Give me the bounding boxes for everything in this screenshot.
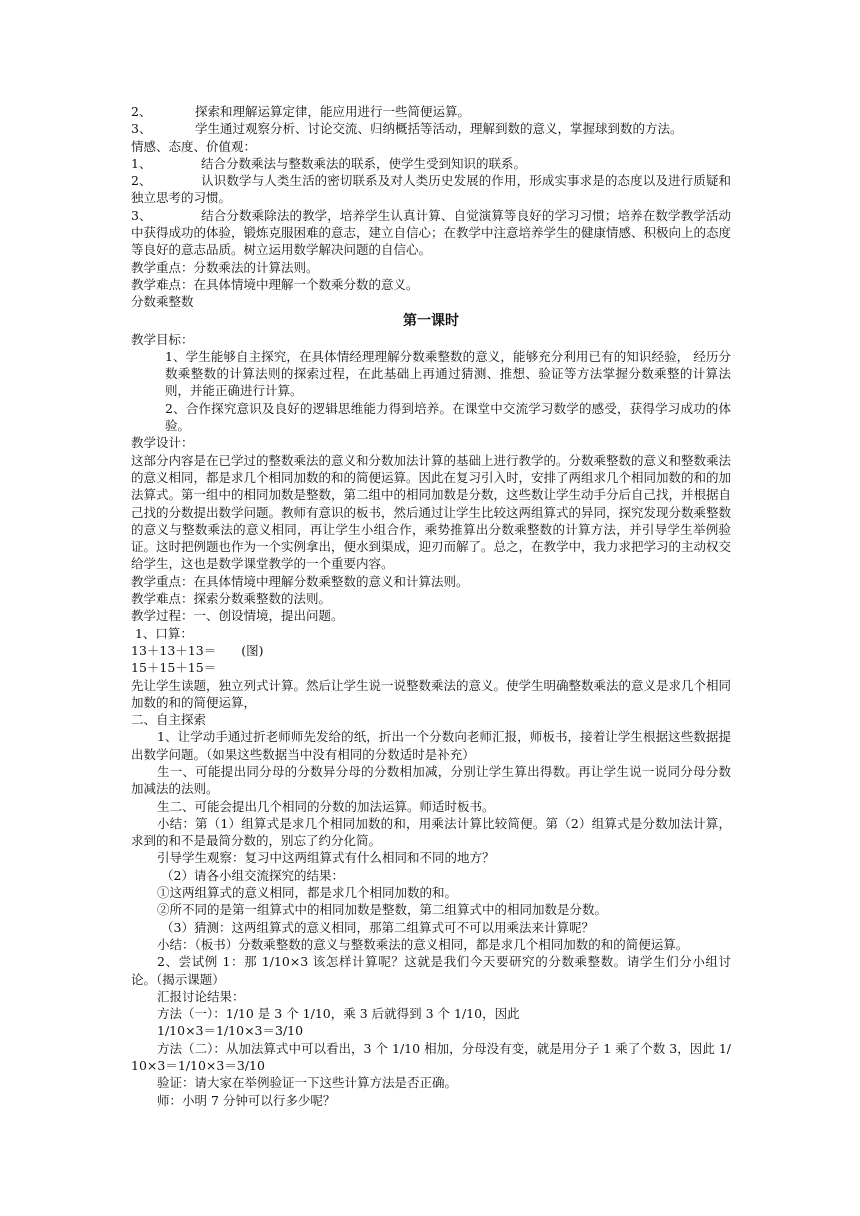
guide-paragraph: 引导学生观察：复习中这两组算式有什么相同和不同的地方？ (157, 850, 495, 866)
list-text: 学生通过观察分析、讨论交流、归纳概括等活动，理解到数的意义，掌握球到数的方法。 (195, 121, 683, 137)
list-number: 2、 (131, 104, 152, 119)
list-number: 3、 (131, 121, 152, 137)
list-text: 认识数学与人类生活的密切联系及对人类历史发展的作用，形成实事求是的态度以及进行质疑和独立思考的习惯。 (131, 173, 731, 206)
ability-goal-3 (131, 120, 731, 137)
group-paragraph: （2）请各小组交流探究的结果： (161, 867, 344, 883)
report-paragraph: 汇报讨论结果： (157, 988, 245, 1004)
example-paragraph: 2、尝试例 1：那 1/10×3 该怎样计算呢？这就是我们今天要研究的分数乘整数。请学生们分小组讨论。（揭示课题） (131, 954, 731, 987)
result-1: ①这两组算式的意义相同，都是求几个相同加数的和。 (157, 885, 458, 901)
difficulty: 教学难点：在具体情境中理解一个数乘分数的意义。 (131, 276, 419, 292)
objectives-heading: 教学目标： (131, 331, 194, 347)
list-text: 结合分数乘法与整数乘法的联系，使学生受到知识的联系。 (201, 155, 527, 171)
list-text: 结合分数乘除法的教学，培养学生认真计算、自觉演算等良好的学习习惯；培养在数学教学活动中获得成功的体验，锻炼克服困难的意志，建立自信心；在教学中注意培养学生的健康情感、积极向上的态度等良好的意志品质。树立运用数学解决问题的自信心。 (131, 207, 732, 258)
part2-heading: 二、自主探索 (131, 712, 207, 728)
design-heading: 教学设计： (131, 435, 194, 451)
summary-paragraph-1: 小结：第（1）组算式是求几个相同加数的和，用乘法计算比较简便。第（2）组算式是分数加法计算，求到的和不是最简分数的，别忘了约分化简。 (131, 815, 731, 849)
key-point-2: 教学重点：在具体情境中理解分数乘整数的意义和计算法则。 (131, 573, 469, 589)
explore-paragraph: 1、让学动手通过折老师师先发给的纸，折出一个分数向老师汇报，师板书，接着让学生根据这些数据提出数学问题。（如果这些数据当中没有相同的分数适时是补充） (131, 729, 731, 762)
formula-1: 1/10×3＝1/10×3＝3/10 (157, 1023, 304, 1039)
unit-name: 分数乘整数 (131, 294, 194, 310)
lesson-title: 第一课时 (403, 312, 459, 329)
summary-paragraph-2: 小结：（板书）分数乘整数的意义与整数乘法的意义相同，都是求几个相同加数的和的简便运算。 (157, 936, 689, 952)
emotion-heading: 情感、态度、价值观： (131, 138, 257, 154)
process-heading: 教学过程：一、创设情境，提出问题。 (131, 608, 344, 624)
oral-heading: 1、口算： (131, 625, 193, 641)
emotion-goal-3 (131, 207, 731, 259)
design-text: 这部分内容是在已学过的整数乘法的意义和分数加法计算的基础上进行教学的。分数乘整数的意义和整数乘法的意义相同，都是求几个相同加数的和的简便运算。因此在复习引入时，安排了两组求几个相同加数的和的加法算式。第一组中的相同加数是整数，第二组中的相同加数是分数，这些数让学生动手分后自己找，并根据自己找的分数提出数学问题。教师有意识的板书，然后通过让学生比较这两组算式的异同，探究发现分数乘整数的意义与整数乘法的意义相同，再让学生小组合作，乘势推算出分数乘整数的计算方法，并引导学生举例验证。这时把例题也作为一个实例拿出，便水到渠成，迎刃而解了。总之，在教学中，我力求把学习的主动权交给学生，这也是数学课堂教学的一个重要内容。 (131, 452, 732, 572)
figure-note: (图) (241, 642, 264, 658)
key-point: 教学重点：分数乘法的计算法则。 (131, 259, 319, 275)
teacher-paragraph: 师：小明 7 分钟可以行多少呢？ (157, 1092, 336, 1108)
emotion-goal-1 (131, 155, 731, 172)
difficulty-2: 教学难点：探索分数乘整数的法则。 (131, 591, 332, 607)
document-page (131, 103, 731, 1109)
objective-2: 2、合作探究意识及良好的逻辑思维能力得到培养。在课堂中交流学习数学的感受，获得学习成功的体验。 (165, 400, 731, 434)
oral-problem-2: 15＋15＋15＝ (131, 660, 217, 676)
list-number: 3、 (131, 207, 152, 223)
method-1: 方法（一）：1/10 是 3 个 1/10，乘 3 后就得到 3 个 1/10，因此 (157, 1006, 520, 1022)
student-paragraph-1: 生一、可能提出同分母的分数异分母的分数相加减，分别让学生算出得数。再让学生说一说同分母分数加减法的法则。 (131, 763, 731, 797)
guess-paragraph: （3）猜测：这两组算式的意义相同，那第二组算式可不可以用乘法来计算呢？ (161, 919, 594, 935)
ability-goal-2 (131, 103, 731, 120)
oral-expression: 13＋13＋13＝ (131, 642, 217, 658)
emotion-goal-2 (131, 172, 731, 207)
student-paragraph-2: 生二、可能会提出几个相同的分数的加法运算。师适时板书。 (157, 798, 495, 814)
result-2: ②所不同的是第一组算式中的相同加数是整数，第二组算式中的相同加数是分数。 (157, 902, 608, 918)
verify-paragraph: 验证：请大家在举例验证一下这些计算方法是否正确。 (157, 1075, 458, 1091)
method-2: 方法（二）：从加法算式中可以看出，3 个 1/10 相加，分母没有变，就是用分子 1 乘了个数 3，因此 1/10×3＝1/10×3＝3/10 (131, 1040, 731, 1074)
list-number: 1、 (131, 155, 152, 171)
oral-text: 先让学生读题，独立列式计算。然后让学生说一说整数乘法的意义。使学生明确整数乘法的意义是求几个相同加数的和的简便运算， (131, 677, 732, 710)
objective-1: 1、学生能够自主探究，在具体情经理理解分数乘整数的意义，能够充分利用已有的知识经验， 经历分数乘整数的计算法则的探索过程，在此基础上再通过猜测、推想、验证等方法掌握分数乘整的计算法则，并能正确进行计算。 (165, 348, 731, 399)
list-text: 探索和理解运算定律，能应用进行一些简便运算。 (195, 104, 471, 119)
oral-problem-1 (131, 642, 731, 659)
list-number: 2、 (131, 173, 152, 189)
